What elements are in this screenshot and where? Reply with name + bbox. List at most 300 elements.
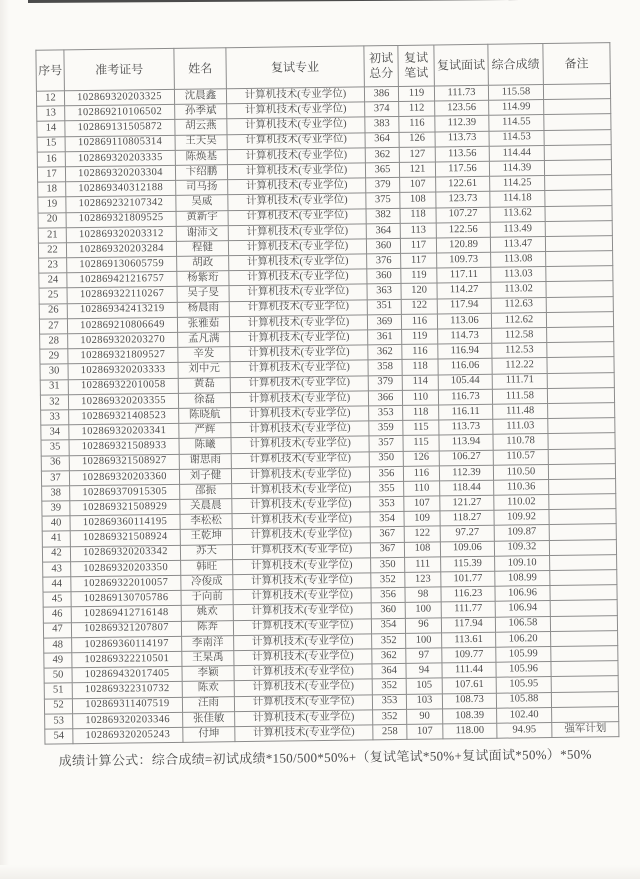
cell-initial-total-score: 362	[372, 648, 406, 664]
cell-composite-score: 102.40	[497, 707, 552, 723]
cell-name: 陈晓航	[179, 408, 231, 424]
cell-initial-total-score: 355	[370, 481, 404, 497]
cell-name: 胡政	[177, 256, 229, 272]
cell-serial-no: 27	[39, 319, 67, 335]
cell-remark	[549, 509, 616, 525]
cell-retest-written-score: 119	[402, 329, 438, 345]
cell-retest-interview-score: 107.61	[442, 678, 496, 694]
cell-name: 张佳敏	[183, 711, 235, 727]
cell-initial-total-score: 356	[369, 466, 403, 482]
cell-serial-no: 37	[41, 470, 69, 486]
cell-admission-ticket-no: 102869320205243	[73, 727, 183, 744]
cell-initial-total-score: 354	[370, 512, 404, 528]
cell-admission-ticket-no: 102869320203346	[73, 712, 183, 729]
cell-admission-ticket-no: 102869321508933	[69, 439, 179, 456]
cell-remark	[551, 630, 618, 646]
cell-serial-no: 17	[37, 167, 65, 183]
cell-serial-no: 36	[41, 455, 69, 471]
cell-serial-no: 46	[43, 607, 71, 623]
cell-initial-total-score: 353	[369, 405, 403, 421]
cell-composite-score: 109.32	[494, 540, 549, 556]
cell-retest-written-score: 119	[401, 268, 437, 284]
cell-retest-major: 计算机技术(专业学位)	[230, 360, 368, 377]
cell-serial-no: 21	[38, 227, 66, 243]
cell-retest-major: 计算机技术(专业学位)	[228, 178, 366, 195]
cell-serial-no: 30	[40, 364, 68, 380]
cell-retest-major: 计算机技术(专业学位)	[227, 163, 365, 180]
cell-retest-major: 计算机技术(专业学位)	[233, 603, 371, 620]
cell-admission-ticket-no: 102869322010057	[71, 575, 181, 592]
cell-retest-interview-score: 118.44	[440, 480, 494, 496]
column-header-name: 姓名	[174, 48, 227, 90]
cell-retest-major: 计算机技术(专业学位)	[233, 588, 371, 605]
cell-initial-total-score: 362	[365, 147, 399, 163]
cell-retest-major: 计算机技术(专业学位)	[227, 117, 365, 134]
cell-name: 黄磊	[178, 377, 230, 393]
cell-retest-interview-score: 114.27	[437, 283, 491, 299]
cell-retest-written-score: 118	[400, 207, 436, 223]
cell-name: 司马扬	[176, 180, 228, 196]
cell-composite-score: 114.25	[490, 176, 545, 192]
cell-serial-no: 20	[38, 212, 66, 228]
cell-composite-score: 106.94	[495, 601, 550, 617]
cell-initial-total-score: 361	[368, 329, 402, 345]
score-calculation-formula: 成绩计算公式：综合成绩=初试成绩*150/500*50%+（复试笔试*50%+复试面试*50%）*50%	[58, 746, 592, 769]
cell-composite-score: 113.02	[491, 282, 546, 298]
cell-retest-major: 计算机技术(专业学位)	[231, 467, 369, 484]
cell-composite-score: 112.22	[492, 358, 547, 374]
cell-remark	[550, 570, 617, 586]
cell-retest-written-score: 111	[405, 557, 441, 573]
cell-remark	[551, 691, 618, 707]
cell-initial-total-score: 354	[371, 618, 405, 634]
cell-admission-ticket-no: 102869342413219	[67, 302, 177, 319]
cell-name: 李颖	[182, 666, 234, 682]
cell-remark	[546, 296, 613, 312]
cell-initial-total-score: 352	[372, 679, 406, 695]
cell-name: 孟凡满	[178, 332, 230, 348]
cell-retest-interview-score: 113.73	[439, 419, 493, 435]
cell-remark	[544, 144, 611, 160]
cell-initial-total-score: 366	[368, 390, 402, 406]
cell-admission-ticket-no: 102869421216757	[67, 272, 177, 289]
cell-remark	[547, 357, 614, 373]
cell-composite-score: 109.10	[495, 555, 550, 571]
cell-retest-interview-score: 116.94	[438, 343, 492, 359]
cell-retest-interview-score: 117.94	[441, 617, 495, 633]
cell-remark	[550, 600, 617, 616]
cell-admission-ticket-no: 102869320203355	[68, 393, 178, 410]
cell-remark	[546, 311, 613, 327]
cell-composite-score: 111.71	[492, 373, 547, 389]
cell-admission-ticket-no: 102869412716148	[71, 606, 181, 623]
column-header-retest-written-score: 复试笔试	[398, 45, 435, 86]
cell-initial-total-score: 353	[370, 496, 404, 512]
cell-remark	[548, 433, 615, 449]
cell-retest-interview-score: 123.56	[435, 100, 489, 116]
cell-remark	[550, 615, 617, 631]
cell-name: 姚欢	[181, 605, 233, 621]
cell-admission-ticket-no: 102869320203335	[65, 150, 175, 167]
cell-composite-score: 114.53	[489, 130, 544, 146]
cell-remark	[548, 403, 615, 419]
cell-name: 张雅茹	[177, 316, 229, 332]
cell-admission-ticket-no: 102869131505872	[65, 120, 175, 137]
cell-name: 谢沛文	[176, 225, 228, 241]
cell-initial-total-score: 357	[369, 436, 403, 452]
cell-remark	[543, 84, 610, 100]
cell-retest-written-score: 112	[399, 101, 435, 117]
cell-admission-ticket-no: 102869320203312	[66, 226, 176, 243]
cell-admission-ticket-no: 102869321809525	[66, 211, 176, 228]
cell-retest-written-score: 108	[400, 192, 436, 208]
cell-retest-written-score: 116	[402, 344, 438, 360]
cell-retest-written-score: 100	[406, 633, 442, 649]
cell-admission-ticket-no: 102869322210501	[72, 651, 182, 668]
cell-composite-score: 110.36	[494, 479, 549, 495]
cell-composite-score: 113.62	[490, 206, 545, 222]
cell-initial-total-score: 350	[369, 451, 403, 467]
cell-retest-interview-score: 97.27	[440, 526, 494, 542]
cell-name: 关晨晨	[180, 499, 232, 515]
cell-retest-major: 计算机技术(专业学位)	[229, 299, 367, 316]
cell-name: 胡云燕	[175, 119, 227, 135]
cell-serial-no: 49	[44, 653, 72, 669]
cell-initial-total-score: 358	[368, 360, 402, 376]
cell-composite-score: 112.63	[491, 297, 546, 313]
cell-composite-score: 115.58	[488, 85, 543, 101]
cell-retest-interview-score: 112.39	[439, 465, 493, 481]
cell-admission-ticket-no: 102869360114197	[72, 636, 182, 653]
cell-serial-no: 54	[45, 729, 73, 745]
cell-initial-total-score: 383	[365, 117, 399, 133]
cell-name: 黄新宇	[176, 210, 228, 226]
cell-retest-written-score: 107	[404, 496, 440, 512]
cell-composite-score: 113.49	[490, 221, 545, 237]
cell-name: 陈欢	[182, 681, 234, 697]
cell-initial-total-score: 350	[371, 557, 405, 573]
retest-results-table	[35, 42, 619, 745]
column-header-composite-score: 综合成绩	[488, 44, 544, 86]
cell-composite-score: 105.88	[496, 692, 551, 708]
cell-composite-score: 109.87	[494, 525, 549, 541]
cell-retest-major: 计算机技术(专业学位)	[234, 664, 372, 681]
cell-serial-no: 33	[41, 410, 69, 426]
cell-retest-major: 计算机技术(专业学位)	[229, 254, 367, 271]
cell-retest-written-score: 97	[406, 648, 442, 664]
cell-serial-no: 38	[42, 486, 70, 502]
cell-serial-no: 35	[41, 440, 69, 456]
cell-name: 辛发	[178, 347, 230, 363]
cell-serial-no: 12	[36, 91, 64, 107]
cell-retest-written-score: 109	[404, 511, 440, 527]
cell-initial-total-score: 367	[370, 527, 404, 543]
cell-retest-major: 计算机技术(专业学位)	[235, 710, 373, 727]
cell-retest-interview-score: 108.39	[443, 708, 497, 724]
cell-retest-written-score: 116	[401, 314, 437, 330]
cell-retest-major: 计算机技术(专业学位)	[230, 345, 368, 362]
column-header-retest-major: 复试专业	[226, 46, 365, 89]
cell-retest-interview-score: 109.73	[437, 252, 491, 268]
cell-retest-interview-score: 122.61	[436, 176, 490, 192]
cell-retest-major: 计算机技术(专业学位)	[226, 87, 364, 104]
cell-serial-no: 43	[43, 562, 71, 578]
cell-remark	[546, 266, 613, 282]
cell-remark	[551, 646, 618, 662]
cell-composite-score: 113.08	[491, 252, 546, 268]
cell-retest-written-score: 121	[399, 162, 435, 178]
cell-retest-interview-score: 101.77	[441, 571, 495, 587]
cell-retest-written-score: 117	[401, 253, 437, 269]
cell-name: 徐磊	[178, 392, 230, 408]
cell-retest-written-score: 116	[403, 466, 439, 482]
cell-retest-major: 计算机技术(专业学位)	[233, 618, 371, 635]
cell-composite-score: 106.58	[495, 616, 550, 632]
cell-composite-score: 113.03	[491, 267, 546, 283]
cell-serial-no: 52	[44, 698, 72, 714]
cell-retest-interview-score: 120.89	[436, 237, 490, 253]
cell-retest-major: 计算机技术(专业学位)	[230, 391, 368, 408]
cell-retest-interview-score: 118.27	[440, 510, 494, 526]
cell-serial-no: 42	[42, 546, 70, 562]
cell-initial-total-score: 352	[371, 572, 405, 588]
cell-retest-interview-score: 116.06	[438, 359, 492, 375]
cell-name: 邵振	[180, 484, 232, 500]
cell-retest-major: 计算机技术(专业学位)	[234, 694, 372, 711]
cell-initial-total-score: 360	[367, 269, 401, 285]
cell-admission-ticket-no: 102869130705786	[71, 591, 181, 608]
cell-retest-interview-score: 105.44	[438, 374, 492, 390]
cell-serial-no: 18	[38, 182, 66, 198]
cell-serial-no: 16	[37, 152, 65, 168]
cell-retest-written-score: 113	[400, 223, 436, 239]
cell-retest-interview-score: 122.56	[436, 222, 490, 238]
cell-serial-no: 45	[43, 592, 71, 608]
cell-retest-interview-score: 113.56	[435, 146, 489, 162]
cell-retest-written-score: 114	[402, 375, 438, 391]
cell-retest-written-score: 108	[404, 542, 440, 558]
cell-retest-written-score: 115	[403, 435, 439, 451]
cell-retest-major: 计算机技术(专业学位)	[228, 208, 366, 225]
cell-retest-major: 计算机技术(专业学位)	[233, 573, 371, 590]
cell-retest-interview-score: 116.23	[441, 586, 495, 602]
cell-admission-ticket-no: 102869321508924	[70, 530, 180, 547]
cell-serial-no: 13	[37, 106, 65, 122]
cell-retest-major: 计算机技术(专业学位)	[232, 482, 370, 499]
cell-name: 程健	[176, 241, 228, 257]
results-table-body	[36, 84, 618, 745]
cell-retest-written-score: 115	[403, 420, 439, 436]
cell-admission-ticket-no: 102869321408523	[69, 408, 179, 425]
cell-admission-ticket-no: 102869232107342	[66, 196, 176, 213]
cell-composite-score: 113.47	[490, 236, 545, 252]
cell-admission-ticket-no: 102869340312188	[66, 180, 176, 197]
cell-initial-total-score: 369	[367, 314, 401, 330]
cell-composite-score: 110.57	[493, 449, 548, 465]
cell-admission-ticket-no: 102869320203360	[69, 469, 179, 486]
cell-serial-no: 28	[40, 334, 68, 350]
column-header-initial-total-score: 初试总分	[364, 45, 399, 86]
cell-retest-major: 计算机技术(专业学位)	[229, 269, 367, 286]
cell-initial-total-score: 379	[366, 178, 400, 194]
cell-retest-major: 计算机技术(专业学位)	[231, 436, 369, 453]
cell-serial-no: 47	[43, 622, 71, 638]
cell-retest-interview-score: 114.73	[438, 328, 492, 344]
cell-name: 陈焕基	[175, 149, 227, 165]
cell-retest-written-score: 103	[406, 693, 442, 709]
cell-admission-ticket-no: 102869322310732	[72, 682, 182, 699]
cell-retest-major: 计算机技术(专业学位)	[231, 406, 369, 423]
cell-retest-major: 计算机技术(专业学位)	[227, 132, 365, 149]
cell-composite-score: 109.92	[494, 510, 549, 526]
cell-composite-score: 108.99	[495, 571, 550, 587]
cell-retest-written-score: 110	[402, 390, 438, 406]
cell-retest-written-score: 126	[403, 450, 439, 466]
cell-serial-no: 25	[39, 288, 67, 304]
cell-name: 汪雨	[182, 696, 234, 712]
cell-serial-no: 40	[42, 516, 70, 532]
cell-admission-ticket-no: 102869320203341	[69, 423, 179, 440]
cell-initial-total-score: 360	[371, 603, 405, 619]
cell-name: 沈晨鑫	[174, 89, 226, 105]
cell-remark	[544, 129, 611, 145]
cell-initial-total-score: 356	[371, 588, 405, 604]
cell-admission-ticket-no: 102869320203304	[65, 165, 175, 182]
cell-retest-interview-score: 113.06	[437, 313, 491, 329]
cell-name: 杨紫珩	[177, 271, 229, 287]
cell-remark	[549, 479, 616, 495]
cell-retest-major: 计算机技术(专业学位)	[227, 148, 365, 165]
cell-admission-ticket-no: 102869210106502	[65, 105, 175, 122]
cell-admission-ticket-no: 102869370915305	[70, 484, 180, 501]
cell-retest-written-score: 120	[401, 283, 437, 299]
cell-remark	[547, 327, 614, 343]
cell-retest-written-score: 105	[406, 678, 442, 694]
cell-composite-score: 114.18	[490, 191, 545, 207]
cell-name: 谢思雨	[179, 453, 231, 469]
cell-retest-interview-score: 109.06	[440, 541, 494, 557]
cell-composite-score: 114.99	[489, 100, 544, 116]
cell-retest-written-score: 118	[403, 405, 439, 421]
cell-initial-total-score: 382	[366, 208, 400, 224]
cell-retest-written-score: 119	[398, 86, 434, 102]
cell-remark	[545, 205, 612, 221]
cell-retest-interview-score: 115.39	[441, 556, 495, 572]
cell-remark	[545, 190, 612, 206]
cell-initial-total-score: 352	[372, 633, 406, 649]
cell-name: 刘子健	[179, 468, 231, 484]
cell-initial-total-score: 364	[372, 664, 406, 680]
cell-retest-major: 计算机技术(专业学位)	[232, 497, 370, 514]
cell-retest-interview-score: 121.27	[440, 495, 494, 511]
cell-retest-interview-score: 108.73	[442, 693, 496, 709]
cell-serial-no: 34	[41, 425, 69, 441]
cell-initial-total-score: 359	[369, 421, 403, 437]
cell-initial-total-score: 364	[366, 223, 400, 239]
cell-remark	[548, 463, 615, 479]
cell-remark	[552, 706, 619, 722]
cell-name: 苏天	[180, 544, 232, 560]
cell-retest-written-score: 94	[406, 663, 442, 679]
cell-retest-interview-score: 118.00	[443, 723, 497, 739]
cell-retest-major: 计算机技术(专业学位)	[231, 421, 369, 438]
cell-initial-total-score: 386	[364, 86, 398, 102]
cell-name: 陈曦	[179, 438, 231, 454]
cell-retest-written-score: 90	[407, 709, 443, 725]
cell-retest-major: 计算机技术(专业学位)	[234, 634, 372, 651]
cell-composite-score: 112.53	[492, 343, 547, 359]
cell-composite-score: 110.78	[493, 434, 548, 450]
cell-remark	[548, 448, 615, 464]
cell-name: 王天昊	[175, 134, 227, 150]
cell-remark: 强军计划	[552, 721, 619, 737]
cell-retest-written-score: 107	[400, 177, 436, 193]
cell-initial-total-score: 351	[367, 299, 401, 315]
cell-composite-score: 114.44	[489, 145, 544, 161]
cell-composite-score: 111.58	[492, 388, 547, 404]
cell-composite-score: 106.20	[496, 631, 551, 647]
cell-initial-total-score: 258	[373, 724, 407, 740]
cell-admission-ticket-no: 102869322110267	[67, 287, 177, 304]
cell-retest-major: 计算机技术(专业学位)	[231, 451, 369, 468]
cell-composite-score: 94.95	[497, 722, 552, 738]
cell-admission-ticket-no: 102869432017405	[72, 666, 182, 683]
cell-retest-written-score: 122	[401, 299, 437, 315]
cell-retest-written-score: 98	[405, 587, 441, 603]
cell-serial-no: 32	[40, 395, 68, 411]
cell-admission-ticket-no: 102869321809527	[68, 348, 178, 365]
cell-serial-no: 48	[44, 638, 72, 654]
cell-remark	[548, 418, 615, 434]
cell-admission-ticket-no: 102869320203333	[68, 363, 178, 380]
cell-composite-score: 112.62	[491, 312, 546, 328]
cell-initial-total-score: 379	[368, 375, 402, 391]
cell-retest-interview-score: 113.61	[442, 632, 496, 648]
cell-serial-no: 14	[37, 121, 65, 137]
cell-retest-written-score: 117	[400, 238, 436, 254]
cell-retest-interview-score: 111.77	[441, 602, 495, 618]
cell-admission-ticket-no: 102869322010058	[68, 378, 178, 395]
cell-retest-interview-score: 117.56	[435, 161, 489, 177]
column-header-serial-no: 序号	[36, 50, 65, 91]
cell-admission-ticket-no: 102869320203284	[66, 241, 176, 258]
cell-name: 王杲禹	[182, 651, 234, 667]
cell-name: 卞绍鹏	[175, 165, 227, 181]
cell-retest-interview-score: 116.73	[438, 389, 492, 405]
cell-admission-ticket-no: 102869320203325	[64, 89, 174, 106]
cell-admission-ticket-no: 102869321508927	[69, 454, 179, 471]
cell-initial-total-score: 375	[366, 193, 400, 209]
cell-composite-score: 105.95	[496, 677, 551, 693]
cell-serial-no: 19	[38, 197, 66, 213]
cell-retest-interview-score: 111.73	[434, 85, 488, 101]
cell-composite-score: 105.96	[496, 662, 551, 678]
cell-retest-major: 计算机技术(专业学位)	[229, 284, 367, 301]
cell-name: 于向前	[181, 590, 233, 606]
cell-serial-no: 53	[45, 713, 73, 729]
cell-remark	[549, 539, 616, 555]
cell-name: 李南洋	[182, 635, 234, 651]
cell-initial-total-score: 352	[373, 709, 407, 725]
cell-retest-written-score: 116	[399, 116, 435, 132]
cell-retest-major: 计算机技术(专业学位)	[234, 679, 372, 696]
cell-remark	[550, 585, 617, 601]
cell-admission-ticket-no: 102869321207807	[71, 621, 181, 638]
cell-remark	[546, 251, 613, 267]
cell-composite-score: 114.55	[489, 115, 544, 131]
cell-remark	[547, 387, 614, 403]
cell-remark	[549, 494, 616, 510]
